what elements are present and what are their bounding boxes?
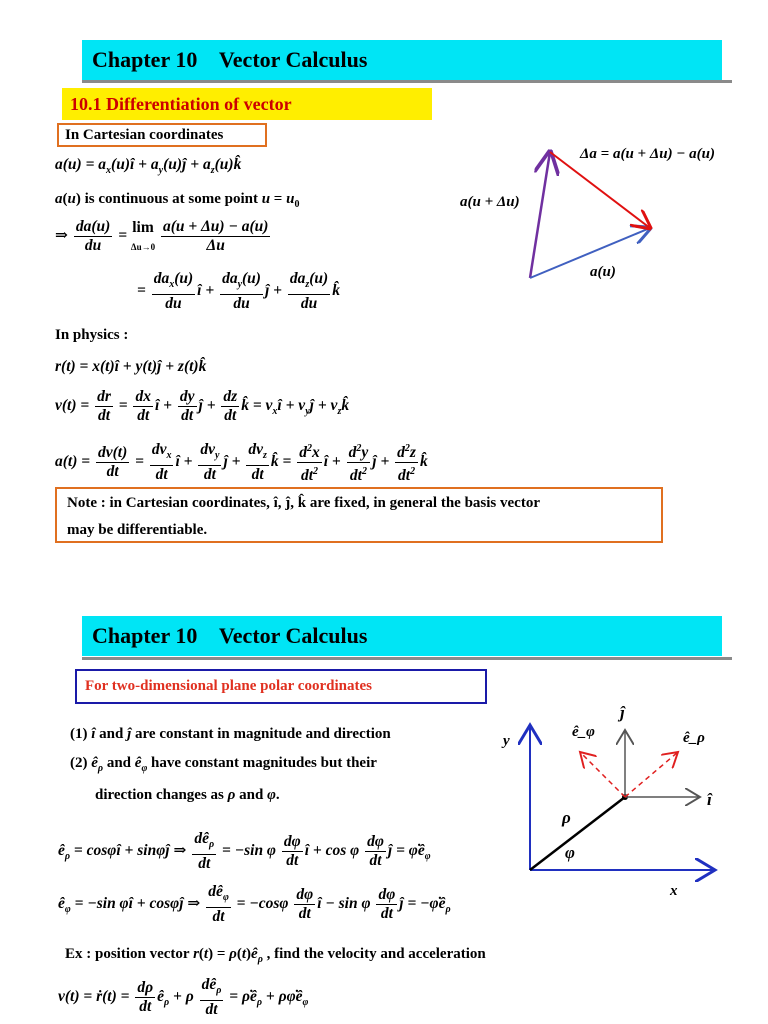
j-hat-label: ĵ [620, 703, 625, 722]
vector-a-u-plus-du [530, 152, 550, 278]
y-axis-label: y [503, 733, 510, 749]
rho-label: ρ [562, 808, 571, 827]
physics-label: In physics : [55, 327, 129, 343]
vector-delta-a [550, 152, 650, 228]
equation-velocity: v(t) = $\frac{dr}{dt}$ = $\frac{dx}{dt}$ î + $\frac{dy}{dt}$ ĵ + $\frac{dz}{dt}$ k̂ = $v_xî$ + $v_yĵ$ + $v_zk̂$ [55, 388, 350, 424]
section-title [62, 88, 432, 120]
equation-derivative-components: = $\frac{da_x(u)}{du}$ î + $\frac{da_y(u)}{du}$ ĵ + $\frac{da_z(u)}{du}$ k̂ [137, 270, 340, 313]
x-axis-label: x [670, 883, 678, 899]
delta-a-label: Δa = a(u + Δu) − a(u) [580, 146, 715, 162]
divider-1 [82, 80, 732, 83]
equation-acceleration: a(t) = $\frac{dv(t)}{dt}$ = $\frac{dv_x}{dt}$ î + $\frac{dv_y}{dt}$ ĵ + $\frac{dv_z}{dt}$ k̂ = $\frac{d^2x}{dt^2}$ î + $\frac{d^2y}{dt^2}$ ĵ + $\frac{d^2z}{dt^2}$ k̂ [55, 441, 428, 485]
a-u-label: a(u) [590, 264, 616, 280]
note-line-2: may be differentiable. [67, 522, 208, 538]
cartesian-label: In Cartesian coordinates [65, 127, 224, 143]
cartesian-label-box [57, 123, 267, 147]
equation-position: r(t) = x(t)î + y(t)ĵ + z(t)k̂ [55, 358, 207, 375]
equation-e-phi: $ê_\varphi = -\sin$ φî + cosφĵ ⇒ $\frac{dê_\varphi}{dt}$ = −cosφ $\frac{d\varphi}{dt}$ î − sin φ $\frac{d\varphi}{dt}$ ĵ = $-\varphi̇ê_\rho$ [58, 883, 451, 926]
divider-2 [82, 657, 732, 660]
item-2: (2) $ê_\rho$ and $ê_\varphi$ have constant magnitudes but their [70, 755, 377, 774]
chapter-banner-2 [82, 616, 722, 656]
e-rho-vector [625, 752, 678, 797]
phi-label: φ [565, 843, 575, 862]
chapter-banner-1 [82, 40, 722, 80]
section-title-text: 10.1 Differentiation of vector [70, 94, 292, 114]
continuity-text: a(u) is continuous at some point $u = u_0$ [55, 191, 300, 210]
chapter-title-1: Chapter 10 Vector Calculus [92, 47, 368, 72]
item-1: (1) î and ĵ are constant in magnitude and direction [70, 726, 391, 742]
polar-coordinates-diagram [500, 700, 740, 890]
rho-line [530, 797, 625, 870]
subtitle-box [75, 669, 487, 704]
equation-e-rho: $ê_\rho$ = cosφî + sinφĵ ⇒ $\frac{dê_\rho}{dt}$ = −sin φ $\frac{d\varphi}{dt}$ î + cos φ $\frac{d\varphi}{dt}$ ĵ = $\varphi̇ê_\varphi$ [58, 830, 431, 873]
e-rho-label: ê_ρ [683, 730, 705, 746]
equation-a-of-u: $a(u) = a_x(u)î$ + $a_y(u)ĵ$ + $a_z(u)k̂$ [55, 156, 242, 177]
e-phi-vector [580, 752, 625, 797]
a-u-plus-du-label: a(u + Δu) [460, 194, 520, 210]
subtitle-text: For two-dimensional plane polar coordinates [85, 678, 372, 694]
e-phi-label: ê_φ [572, 724, 595, 740]
note-box [55, 487, 663, 543]
equation-polar-velocity: v(t) = ṙ(t) = $\frac{d\rho}{dt}$ $ê_\rho + \rho$ $\frac{dê_\rho}{dt}$ = $\rhȯê_\rho$ + $\rho\varphi̇ê_\varphi$ [58, 976, 309, 1019]
example-text: Ex : position vector $r(t) = \rho(t)ê_\rho$ , find the velocity and acceleration [65, 946, 486, 965]
i-hat-label: î [707, 790, 712, 809]
chapter-title-2: Chapter 10 Vector Calculus [92, 623, 368, 648]
equation-derivative-limit: ⇒ $\frac{da(u)}{du}$ = lim Δu→0 $\frac{a(u + \Delta u) - a(u)}{\Delta u}$ [55, 218, 269, 254]
note-line-1: Note : in Cartesian coordinates, î, ĵ, k̂ are fixed, in general the basis vector [67, 495, 540, 511]
item-2b: direction changes as ρ and φ. [95, 787, 280, 803]
